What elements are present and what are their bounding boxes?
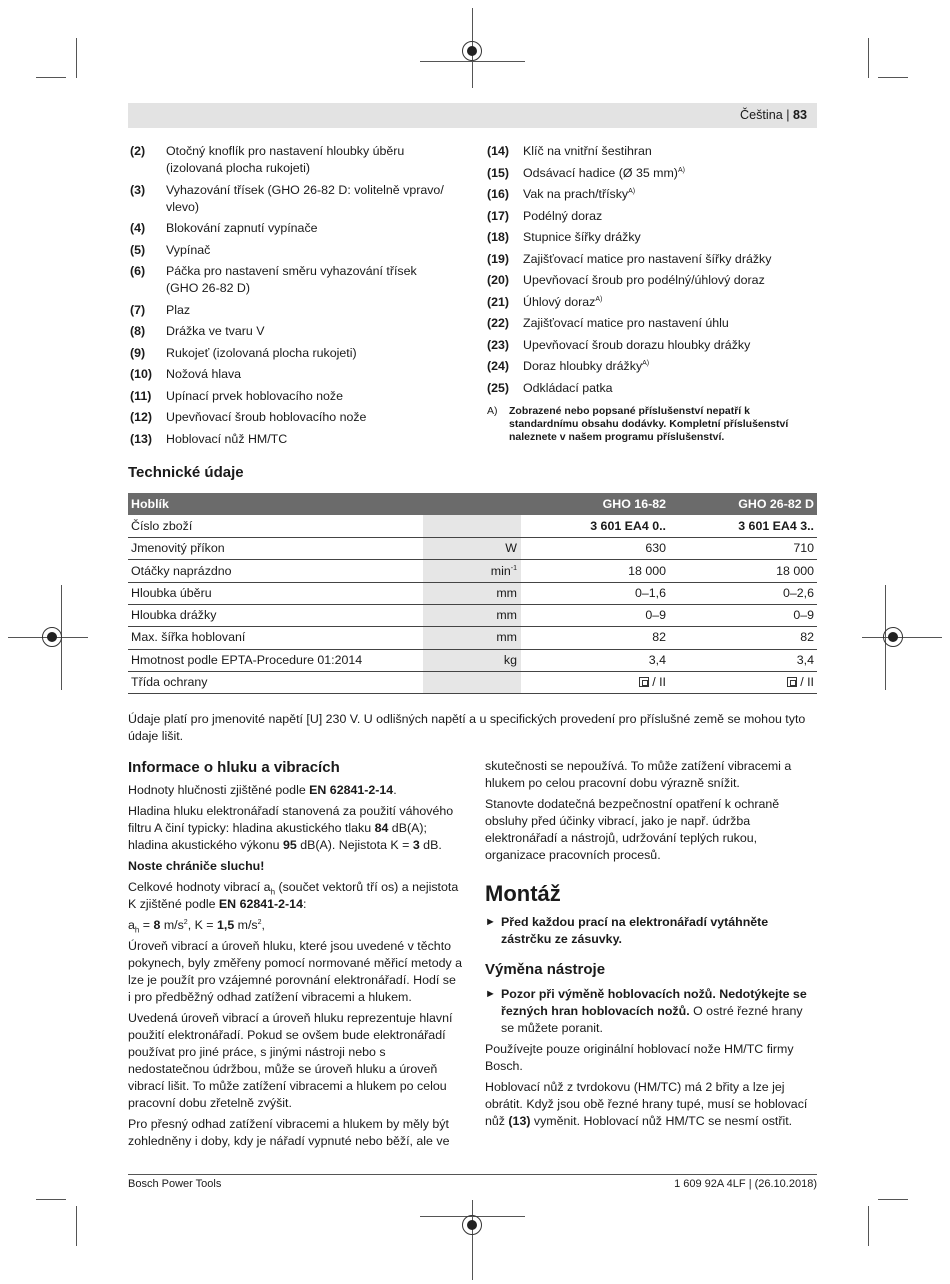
part-label: Vyhazování třísek (GHO 26-82 D: volitelně vpravo/ vlevo) bbox=[166, 182, 444, 214]
part-label: Drážka ve tvaru V bbox=[166, 324, 265, 338]
row-label: Max. šířka hoblovaní bbox=[128, 627, 423, 649]
list-item bbox=[487, 272, 817, 289]
value-text: 3,4 bbox=[648, 652, 666, 667]
part-number: (10) bbox=[130, 367, 153, 381]
row-value-2 bbox=[669, 515, 817, 537]
text: Hoblovací nůž z tvrdokovu (HM/TC) má 2 břity a lze jej obrátit. Když jsou obě řezné hrany tupé, musí se hoblovací nůž bbox=[485, 1080, 808, 1128]
value-text: 82 bbox=[652, 630, 666, 645]
montaz-paragraph bbox=[485, 1079, 817, 1130]
crop-mark bbox=[868, 38, 869, 78]
text: . bbox=[393, 783, 397, 797]
row-value-1 bbox=[521, 582, 669, 604]
table-row bbox=[128, 515, 817, 537]
value-text: 710 bbox=[793, 541, 814, 556]
table-row bbox=[128, 671, 817, 693]
row-label: Hloubka úběru bbox=[128, 582, 423, 604]
part-number: (24) bbox=[487, 359, 510, 373]
value-text: 0–2,6 bbox=[782, 585, 814, 600]
registration-mark-icon bbox=[462, 41, 482, 61]
part-label: Upevňovací šroub hoblovacího nože bbox=[166, 410, 367, 424]
list-item bbox=[487, 380, 817, 397]
subscript: h bbox=[270, 887, 276, 897]
header-text bbox=[740, 107, 807, 124]
list-item bbox=[487, 358, 817, 375]
row-value-2 bbox=[669, 671, 817, 693]
page-header bbox=[128, 103, 817, 128]
list-item bbox=[487, 186, 817, 203]
row-label: Třída ochrany bbox=[128, 671, 423, 693]
crop-mark bbox=[36, 1199, 66, 1200]
list-item bbox=[487, 208, 817, 225]
part-label: Páčka pro nastavení směru vyhazování třísek (GHO 26-82 D) bbox=[166, 264, 417, 295]
table-row bbox=[128, 582, 817, 604]
footnote-text: Zobrazené nebo popsané příslušenství nepatří k standardnímu obsahu dodávky. Kompletní příslušenství naleznete v našem programu příslušenství. bbox=[509, 405, 789, 443]
tech-note: Údaje platí pro jmenovité napětí [U] 230 V. U odlišných napětí a u specifických provedení pro příslušné země se mohou tyto údaje lišit. bbox=[128, 712, 806, 743]
part-label: Otočný knoflík pro nastavení hloubky úběru (izolovaná plocha rukojeti) bbox=[166, 144, 405, 175]
list-item bbox=[130, 143, 450, 177]
value-text: 0–9 bbox=[793, 608, 814, 623]
table-row bbox=[128, 649, 817, 671]
list-item bbox=[130, 409, 450, 426]
part-number: (17) bbox=[487, 208, 510, 223]
list-item bbox=[487, 251, 817, 268]
noise-paragraph: Pro přesný odhad zatížení vibracemi a hlukem by měly být zohledněny i doby, kdy je nářadí vypnuté nebo běží, ale ve bbox=[128, 1117, 450, 1148]
part-label: Klíč na vnitřní šestihran bbox=[523, 144, 652, 158]
list-item bbox=[130, 242, 450, 259]
parts-list-right bbox=[487, 143, 817, 401]
crop-mark bbox=[878, 77, 908, 78]
text: dB. bbox=[419, 838, 442, 852]
table-header-row bbox=[128, 493, 817, 515]
row-value-1 bbox=[521, 649, 669, 671]
footnote-ref: A) bbox=[595, 295, 603, 303]
value-text: 18 000 bbox=[776, 563, 814, 578]
text: Hladina hluku elektronářadí stanovená za použití váhového filtru A činí typicky: hladina akustického tlaku bbox=[128, 804, 454, 835]
noise-paragraph bbox=[128, 879, 462, 913]
crop-mark bbox=[76, 1206, 77, 1246]
value: 3 bbox=[412, 838, 420, 852]
row-unit: W bbox=[423, 538, 521, 560]
row-unit: kg bbox=[423, 649, 521, 671]
text: a bbox=[128, 918, 135, 932]
unit-exponent: -1 bbox=[510, 564, 517, 572]
registration-line bbox=[472, 1200, 473, 1280]
value: 84 bbox=[374, 821, 389, 835]
double-insulation-icon bbox=[639, 677, 649, 687]
row-value-1 bbox=[521, 627, 669, 649]
montaz-heading: Montáž bbox=[485, 881, 561, 906]
table-header-col2: GHO 26-82 D bbox=[669, 493, 817, 515]
table-header-unit bbox=[423, 493, 521, 515]
list-item bbox=[487, 229, 817, 246]
row-value-1 bbox=[521, 671, 669, 693]
part-label: Vypínač bbox=[166, 242, 211, 257]
part-number: (8) bbox=[130, 324, 146, 338]
row-label: Jmenovitý příkon bbox=[128, 538, 423, 560]
part-number: (2) bbox=[130, 144, 146, 158]
text: vyměnit. Hoblovací nůž HM/TC se nesmí ostřit. bbox=[530, 1114, 793, 1128]
list-item bbox=[130, 366, 450, 383]
list-item bbox=[487, 337, 817, 354]
row-label: Hmotnost podle EPTA-Procedure 01:2014 bbox=[128, 649, 423, 671]
value-text: 18 000 bbox=[628, 563, 666, 578]
list-item bbox=[130, 431, 450, 448]
crop-mark bbox=[36, 77, 66, 78]
text: Hodnoty hlučnosti zjištěné podle bbox=[128, 783, 310, 797]
list-item bbox=[487, 294, 817, 311]
safety-warning bbox=[485, 914, 817, 948]
row-unit: $\min^{-1}$ bbox=[423, 560, 521, 582]
subscript: h bbox=[134, 925, 140, 935]
part-number: (21) bbox=[487, 294, 510, 309]
registration-mark-icon bbox=[42, 627, 62, 647]
double-insulation-icon bbox=[787, 677, 797, 687]
right-column bbox=[485, 758, 817, 1134]
hearing-protection-warning: Noste chrániče sluchu! bbox=[128, 859, 265, 873]
part-label: Blokování zapnutí vypínače bbox=[166, 221, 318, 235]
row-label: Otáčky naprázdno bbox=[128, 560, 423, 582]
table-header-col1: GHO 16-82 bbox=[521, 493, 669, 515]
part-number: (13) bbox=[130, 431, 153, 446]
footnote-label: A) bbox=[487, 405, 498, 417]
table-row bbox=[128, 604, 817, 626]
list-item bbox=[487, 143, 817, 160]
safety-warning bbox=[485, 986, 817, 1037]
part-number: (12) bbox=[130, 410, 153, 424]
part-number: (16) bbox=[487, 187, 510, 201]
list-item bbox=[130, 388, 450, 405]
part-ref: (13) bbox=[508, 1114, 531, 1128]
row-label: Číslo zboží bbox=[128, 515, 423, 537]
part-label: Zajišťovací matice pro nastavení úhlu bbox=[523, 316, 729, 330]
value-text: 0–9 bbox=[645, 608, 666, 623]
list-item bbox=[130, 263, 450, 297]
part-number: (6) bbox=[130, 264, 146, 278]
part-label: Stupnice šířky drážky bbox=[523, 230, 641, 244]
text: m/s bbox=[160, 918, 184, 932]
part-number: (23) bbox=[487, 337, 510, 352]
noise-paragraph: Stanovte dodatečná bezpečnostní opatření k ochraně obsluhy před účinky vibrací, jako je např. údržba elektronářadí a nástrojů, udržování teplých rukou, organizace pracovních procesů. bbox=[485, 797, 780, 862]
noise-paragraph bbox=[128, 803, 462, 854]
standard-ref: EN 62841-2-14 bbox=[309, 783, 394, 797]
noise-paragraph: Úroveň vibrací a úroveň hluku, které jsou uvedené v těchto pokynech, byly změřeny pomocí normované měřicí metody a lze je použít pro vzájemné porovnání elektronářadí. Hodí se i pro předběžný odhad zatížení vibracemi a hlukem. bbox=[128, 939, 463, 1004]
list-item bbox=[130, 302, 450, 319]
row-unit bbox=[423, 515, 521, 537]
registration-line bbox=[420, 61, 525, 62]
row-value-2 bbox=[669, 604, 817, 626]
text: , bbox=[261, 918, 265, 932]
text: m/s bbox=[234, 918, 258, 932]
part-number: (11) bbox=[130, 388, 152, 403]
part-label: Zajišťovací matice pro nastavení šířky drážky bbox=[523, 251, 772, 266]
part-number: (15) bbox=[487, 165, 510, 180]
list-item bbox=[487, 165, 817, 182]
table-row bbox=[128, 538, 817, 560]
part-label: Nožová hlava bbox=[166, 367, 242, 381]
list-item bbox=[487, 315, 817, 332]
part-label: Hoblovací nůž HM/TC bbox=[166, 431, 288, 446]
superscript: 2 bbox=[257, 918, 262, 926]
part-number: (18) bbox=[487, 230, 510, 244]
row-value-1 bbox=[521, 538, 669, 560]
warning-text: O ostré řezné hrany se můžete poranit. bbox=[501, 1004, 803, 1035]
montaz-paragraph: Používejte pouze originální hoblovací nože HM/TC firmy Bosch. bbox=[485, 1042, 794, 1073]
noise-paragraph: Uvedená úroveň vibrací a úroveň hluku reprezentuje hlavní použití elektronářadí. Pokud se ovšem bude elektronářadí používat pro jiné práce, s jinými nástroji nebo s nedostatečnou údržbou, může se úroveň hluku a úroveň vibrací lišit. To může zatížení vibracemi a hlukem po celou pracovní dobu zřetelně zvýšit. bbox=[128, 1011, 453, 1110]
registration-mark-icon bbox=[462, 1215, 482, 1235]
part-number: (20) bbox=[487, 273, 510, 287]
footnote-ref: A) bbox=[642, 359, 650, 367]
value-text: 630 bbox=[645, 541, 666, 556]
parts-list-left bbox=[130, 143, 450, 452]
part-number: (14) bbox=[487, 144, 510, 158]
part-label: Upevňovací šroub pro podélný/úhlový doraz bbox=[523, 273, 765, 287]
part-label: Vak na prach/třísky$^{A)}$ bbox=[523, 187, 636, 201]
row-value-2 bbox=[669, 649, 817, 671]
header-language: Čeština bbox=[740, 108, 783, 122]
part-label: Doraz hloubky drážky$^{A)}$ bbox=[523, 359, 650, 373]
table-row bbox=[128, 560, 817, 582]
part-label: Rukojeť (izolovaná plocha rukojeti) bbox=[166, 345, 357, 360]
warning-text: Před každou prací na elektronářadí vytáhněte zástrčku ze zásuvky. bbox=[501, 915, 769, 946]
vibration-values bbox=[128, 917, 462, 934]
value-text: / II bbox=[800, 675, 814, 690]
row-unit: mm bbox=[423, 604, 521, 626]
text: : bbox=[302, 897, 307, 911]
part-label: Odsávací hadice (Ø 35 mm)$^{A)}$ bbox=[523, 165, 685, 180]
text: dB(A); hladina akustického výkonu bbox=[128, 821, 427, 852]
part-label: Podélný doraz bbox=[523, 208, 603, 223]
part-number: (3) bbox=[130, 182, 146, 197]
list-item bbox=[130, 323, 450, 340]
part-number: (5) bbox=[130, 242, 146, 257]
value-text: 82 bbox=[800, 630, 814, 645]
row-value-1 bbox=[521, 515, 669, 537]
value-text: 3 601 EA4 0.. bbox=[590, 518, 666, 533]
superscript: 2 bbox=[183, 918, 188, 926]
value-text: / II bbox=[652, 675, 666, 690]
table-header-label: Hoblík bbox=[128, 493, 423, 515]
footer-doc-number: 1 609 92A 4LF | (26.10.2018) bbox=[674, 1178, 817, 1190]
page-number: 83 bbox=[792, 108, 807, 122]
warning-text: Pozor při výměně hoblovacích nožů. Nedotýkejte se řezných hran hoblovacích nožů. bbox=[501, 987, 807, 1018]
value-text: 3 601 EA4 3.. bbox=[738, 518, 814, 533]
footnote-ref: A) bbox=[677, 166, 685, 174]
arrow-icon: ► bbox=[485, 916, 496, 928]
text: Celkové hodnoty vibrací a bbox=[128, 880, 271, 894]
value: 95 bbox=[282, 838, 297, 852]
list-item bbox=[130, 345, 450, 362]
row-unit bbox=[423, 671, 521, 693]
table-row bbox=[128, 627, 817, 649]
arrow-icon: ► bbox=[485, 988, 496, 1000]
value: 8 bbox=[153, 918, 161, 932]
row-value-2 bbox=[669, 627, 817, 649]
value: 1,5 bbox=[216, 918, 235, 932]
tool-change-heading: Výměna nástroje bbox=[485, 961, 606, 978]
row-value-2 bbox=[669, 582, 817, 604]
footnote bbox=[487, 403, 817, 444]
part-number: (9) bbox=[130, 345, 146, 360]
crop-mark bbox=[878, 1199, 908, 1200]
row-unit: mm bbox=[423, 627, 521, 649]
registration-mark-icon bbox=[883, 627, 903, 647]
header-separator: | bbox=[786, 108, 790, 122]
text: dB(A). Nejistota K = bbox=[296, 838, 413, 852]
list-item bbox=[130, 182, 450, 216]
crop-mark bbox=[76, 38, 77, 78]
noise-section bbox=[128, 758, 462, 1154]
noise-heading: Informace o hluku a vibracích bbox=[128, 759, 340, 776]
noise-paragraph bbox=[128, 782, 462, 799]
part-label: Upínací prvek hoblovacího nože bbox=[166, 388, 344, 403]
part-label: Upevňovací šroub dorazu hloubky drážky bbox=[523, 337, 751, 352]
row-label: Hloubka drážky bbox=[128, 604, 423, 626]
tech-data-table bbox=[128, 493, 817, 694]
noise-paragraph: skutečnosti se nepoužívá. To může zatížení vibracemi a hlukem po celou pracovní dobu výrazně snížit. bbox=[485, 759, 792, 790]
footer-divider bbox=[128, 1174, 817, 1175]
part-number: (22) bbox=[487, 316, 510, 330]
crop-mark bbox=[868, 1206, 869, 1246]
row-value-1 bbox=[521, 604, 669, 626]
footnote-ref: A) bbox=[628, 187, 636, 195]
text: (součet vektorů tří os) a nejistota K zjištěné podle bbox=[128, 880, 459, 911]
row-value-2 bbox=[669, 538, 817, 560]
row-value-2 bbox=[669, 560, 817, 582]
footer-brand: Bosch Power Tools bbox=[128, 1178, 222, 1190]
part-label: Plaz bbox=[166, 302, 191, 317]
row-unit: mm bbox=[423, 582, 521, 604]
part-number: (4) bbox=[130, 221, 146, 235]
value-text: 0–1,6 bbox=[634, 585, 666, 600]
part-label: Úhlový doraz$^{A)}$ bbox=[523, 294, 603, 309]
standard-ref: EN 62841-2-14 bbox=[218, 897, 303, 911]
part-number: (7) bbox=[130, 302, 146, 317]
row-value-1 bbox=[521, 560, 669, 582]
tech-data-heading: Technické údaje bbox=[128, 464, 244, 481]
part-label: Odkládací patka bbox=[523, 380, 613, 395]
text: , K = bbox=[187, 918, 217, 932]
value-text: 3,4 bbox=[796, 652, 814, 667]
part-number: (19) bbox=[487, 251, 510, 266]
text: = bbox=[139, 918, 154, 932]
list-item bbox=[130, 220, 450, 237]
part-number: (25) bbox=[487, 380, 510, 395]
